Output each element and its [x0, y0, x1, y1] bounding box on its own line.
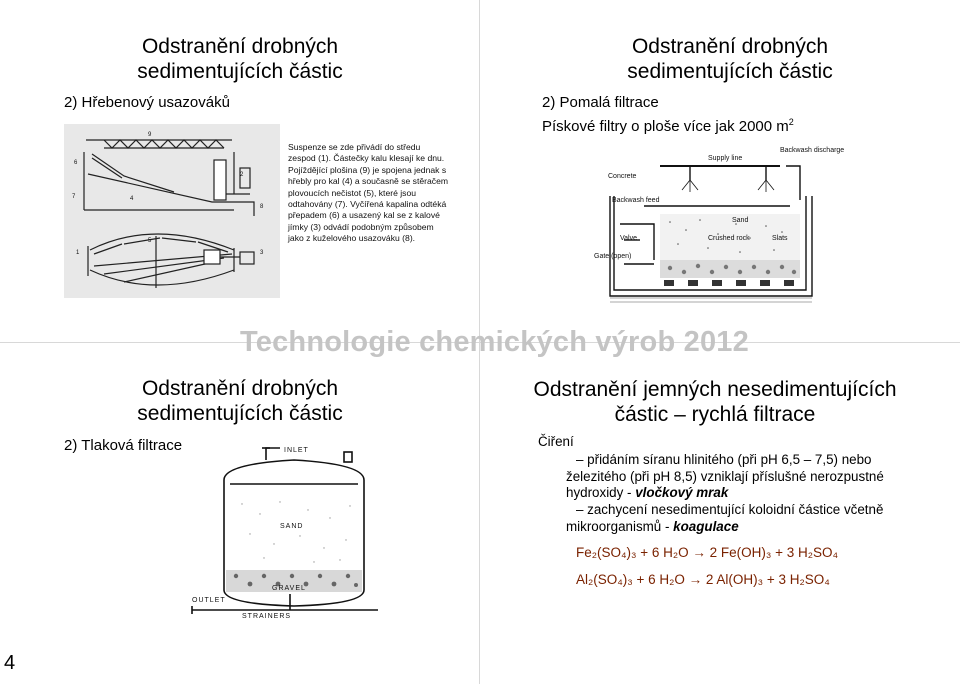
slide3-pressure-filter-figure — [190, 444, 396, 618]
svg-text:6: 6 — [74, 160, 78, 166]
slide4-bullet-2: – zachycení nesedimentující koloidní částice včetně mikroorganismů - koagulace — [566, 502, 884, 534]
svg-text:GRAVEL: GRAVEL — [272, 585, 306, 592]
svg-text:Concrete: Concrete — [608, 173, 637, 180]
svg-text:STRAINERS: STRAINERS — [242, 613, 292, 620]
svg-text:Backwash discharge: Backwash discharge — [780, 147, 845, 154]
slide1-subtitle: 2) Hřebenový usazováků — [64, 94, 230, 111]
slide1-title: Odstranění drobných sedimentujících částic — [137, 35, 343, 83]
svg-text:Supply line: Supply line — [708, 155, 743, 162]
svg-text:7: 7 — [72, 194, 76, 200]
slide1-thickener-figure — [64, 124, 280, 298]
slide4-bullet-1: – přidáním síranu hlinitého (při pH 6,5 – 7,5) nebo železitého (při pH 8,5) vzniklají příslušné nerozpustné hydroxidy - vločkový mrak — [566, 452, 884, 500]
svg-text:1: 1 — [76, 250, 80, 256]
svg-text:INLET: INLET — [284, 447, 309, 454]
svg-text:8: 8 — [260, 204, 264, 210]
slide2-subtitle: 2) Pomalá filtrace — [542, 94, 659, 111]
svg-text:3: 3 — [260, 250, 264, 256]
slide4-title: Odstranění jemných nesedimentujících částic – rychlá filtrace — [533, 378, 897, 426]
svg-text:Backwash feed: Backwash feed — [612, 197, 660, 204]
svg-text:Sand: Sand — [732, 217, 749, 224]
svg-text:4: 4 — [130, 196, 134, 202]
svg-text:Slats: Slats — [772, 235, 788, 242]
slide3-title: Odstranění drobných sedimentujících částic — [137, 377, 343, 425]
svg-text:Crushed rock: Crushed rock — [708, 235, 750, 242]
slide2-title: Odstranění drobných sedimentujících částic — [627, 35, 833, 83]
svg-text:OUTLET: OUTLET — [192, 597, 226, 604]
svg-text:2: 2 — [240, 172, 244, 178]
svg-text:Valve: Valve — [620, 235, 637, 242]
watermark: Technologie chemických výrob 2012 — [240, 326, 749, 358]
slide1-description: Suspenze se zde přivádí do středu zespod (1). Částečky kalu klesají ke dnu. Pojíždějící plošina (9) je spojena jednak s hřebly pro kal (4) a současně se stěračem plovoucích nečistot (5), které jsou odtahovány (7). Vyčířená kapalina odtéká přepadem (6) a usazený kal se z kalové jímky (3) odvádí podobným způsobem jako z kuželového usazováku (8). — [288, 142, 449, 244]
svg-text:5: 5 — [148, 238, 152, 244]
slide3-subtitle: 2) Tlaková filtrace — [64, 437, 183, 454]
equation-al: Al₂(SO₄)₃ + 6 H₂O → 2 Al(OH)₃ + 3 H₂SO₄ — [576, 572, 830, 587]
slide2-area-text: Pískové filtry o ploše více jak 2000 $m^2$ — [542, 117, 794, 135]
slide4-heading: Čiření — [538, 434, 574, 449]
svg-text:9: 9 — [148, 132, 152, 138]
svg-text:SAND: SAND — [280, 523, 304, 530]
slide2-sand-filter-figure — [590, 140, 845, 308]
equation-fe: Fe₂(SO₄)₃ + 6 H₂O → 2 Fe(OH)₃ + 3 H₂SO₄ — [576, 545, 839, 560]
svg-text:Gate (open): Gate (open) — [594, 253, 632, 260]
page-number: 4 — [4, 652, 16, 674]
